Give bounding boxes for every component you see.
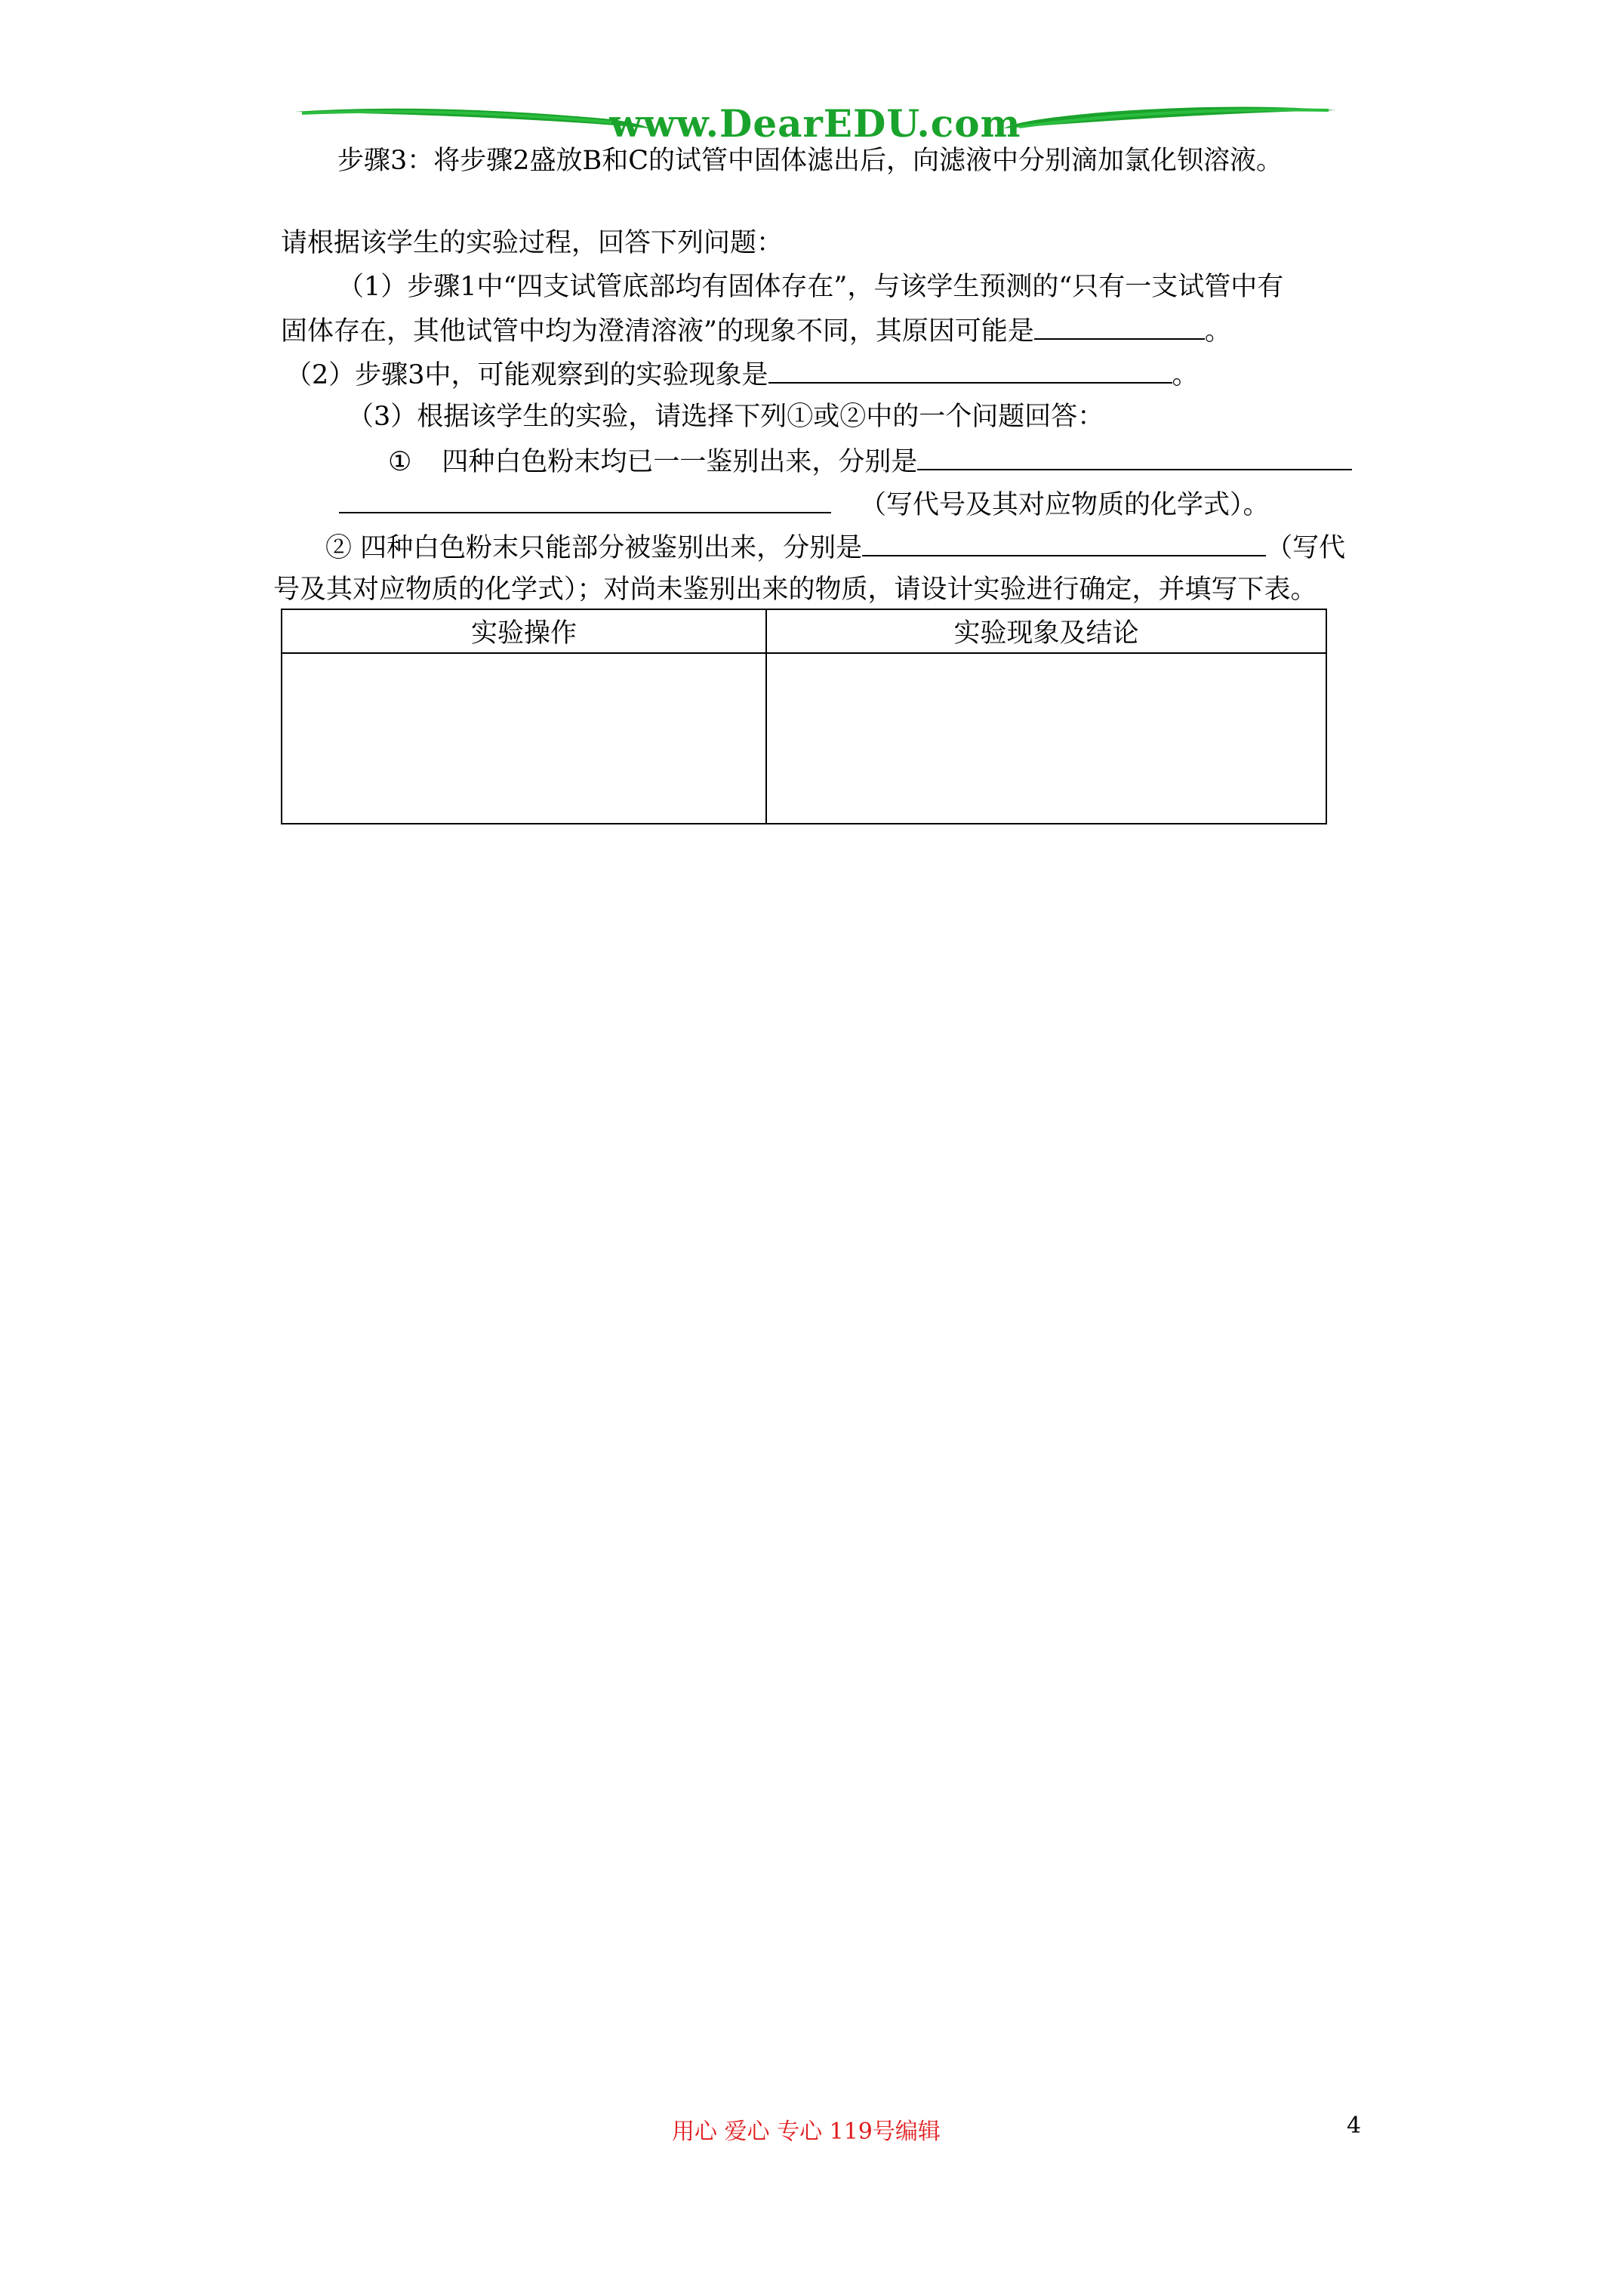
- question-2-text: （2）步骤3中，可能观察到的实验现象是: [285, 360, 768, 390]
- operation-cell[interactable]: [282, 653, 766, 824]
- table-row: [282, 653, 1326, 824]
- option-1-text: 四种白色粉末均已一一鉴别出来，分别是: [442, 447, 918, 477]
- intro-text: 请根据该学生的实验过程，回答下列问题：: [281, 228, 784, 258]
- result-cell[interactable]: [766, 653, 1326, 824]
- step3-text: 步骤3：将步骤2盛放B和C的试管中固体滤出后，向滤液中分别滴加氯化钡溶液。: [337, 146, 1283, 176]
- experiment-table: [281, 609, 1327, 824]
- option-1: [388, 443, 1352, 479]
- question-1-text: 固体存在，其他试管中均为澄清溶液”的现象不同，其原因可能是: [281, 316, 1034, 347]
- option-2-suffix: （写代: [1266, 533, 1346, 563]
- column-header-result: 实验现象及结论: [766, 609, 1326, 653]
- option-2-text: ② 四种白色粉末只能部分被鉴别出来，分别是: [325, 533, 863, 563]
- question-3-text: （3）根据该学生的实验，请选择下列①或②中的一个问题回答：: [347, 402, 1104, 432]
- answer-blank-option-2[interactable]: [862, 529, 1266, 556]
- answer-blank-q1[interactable]: [1034, 313, 1205, 340]
- answer-blank-option-1a[interactable]: [917, 443, 1352, 470]
- answer-blank-option-1b[interactable]: [339, 486, 831, 513]
- question-2: [285, 356, 1199, 393]
- answer-blank-q2[interactable]: [768, 356, 1172, 384]
- column-header-operation: 实验操作: [282, 609, 766, 653]
- option-2-line-2: 号及其对应物质的化学式）；对尚未鉴别出来的物质，请设计实验进行确定，并填写下表。: [273, 575, 1317, 605]
- site-banner: [294, 97, 1336, 148]
- page-number: 4: [1347, 2113, 1362, 2139]
- question-1-line-1: （1）步骤1中“四支试管底部均有固体存在”，与该学生预测的“只有一支试管中有: [337, 272, 1284, 302]
- question-2-suffix: 。: [1172, 360, 1199, 390]
- question-1-line-2: [281, 313, 1231, 349]
- option-1-line-2-text: （写代号及其对应物质的化学式）。: [860, 490, 1270, 520]
- option-1-line-2: [339, 486, 1270, 522]
- question-1-suffix: 。: [1204, 316, 1231, 347]
- option-2: [325, 529, 1345, 566]
- option-1-marker: ①: [388, 447, 412, 477]
- footer-text: 用心 爱心 专心 119号编辑: [672, 2119, 941, 2145]
- table-header-row: [282, 609, 1326, 653]
- site-name: www.DearEDU.com: [609, 101, 1021, 146]
